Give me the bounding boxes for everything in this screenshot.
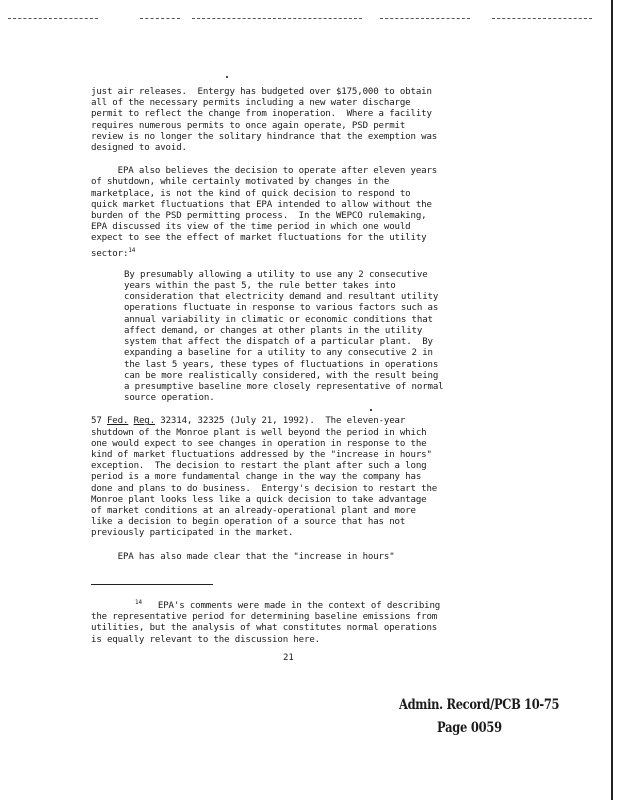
scan-artifact-line [8,18,98,20]
page-number: 21 [283,653,294,663]
quote-line: system that affect the dispatch of a particular plant. By [124,337,433,348]
text-line: shutdown of the Monroe plant is well beyond the period in which [91,427,427,438]
paragraph-market-fluctuations [91,166,496,260]
document-body [91,87,496,563]
citation-volume: 57 [91,416,102,427]
footnote-line [91,597,496,612]
text-fragment: sector: [91,248,129,259]
text-line: of market conditions at an already-operational plant and more [91,505,416,516]
footnote-reference: 14 [128,246,136,254]
citation-rest: 32314, 32325 (July 21, 1992). The eleven-year [160,416,406,427]
text-line: done and plans to do business. Entergy's decision to restart the [91,483,438,494]
text-line: EPA also believes the decision to operate after eleven years [91,166,438,177]
admin-record-stamp: Admin. Record/PCB 10-75 [399,697,560,713]
scan-artifact-line [380,18,470,20]
text-line: EPA has also made clear that the "increase in hours" [91,551,395,562]
text-line: kind of market fluctuations addressed by the "increase in hours" [91,449,432,460]
quote-line: a presumptive baseline more closely representative of normal [124,381,444,392]
quote-line: By presumably allowing a utility to use any 2 consecutive [124,269,428,280]
text-line: just air releases. Entergy has budgeted over $175,000 to obtain [91,87,432,97]
text-line: marketplace, is not the kind of quick decision to respond to [91,188,411,199]
scan-page-edge [611,0,613,800]
paragraph-entergy-permits [91,87,496,154]
footnote-marker: 14 [135,599,142,606]
text-line: permit to reflect the change from inoperation. Where a facility [91,109,432,120]
scan-speck [226,76,228,78]
quote-line: the last 5 years, these types of fluctuations in operations [124,359,439,370]
quote-line: operations fluctuate in response to various factors such as [124,303,439,314]
scan-artifact-line [140,18,180,20]
text-line: designed to avoid. [91,143,187,154]
text-line: review is no longer the solitary hindrance that the exemption was [91,131,438,142]
quote-line: years within the past 5, the rule better takes into [124,281,396,292]
footnote-line: utilities, but the analysis of what constitutes normal operations [91,623,438,634]
citation-line [91,416,496,427]
text-line: quick market fluctuations that EPA intended to allow without the [91,199,432,210]
text-line [91,245,496,260]
footnote-separator [91,584,213,585]
citation-reg: Reg. [133,416,155,427]
quote-line: expanding a baseline for a utility to any consecutive 2 in [124,348,433,359]
quote-line: consideration that electricity demand and resultant utility [124,292,439,303]
footnote-line: is equally relevant to the discussion here. [91,634,320,645]
text-line: period is a more fundamental change in the way the company has [91,472,422,483]
text-fragment: EPA's comments were made in the context of describing [141,601,441,612]
text-line: Monroe plant looks less like a quick decision to take advantage [91,494,427,505]
quote-line: affect demand, or changes at other plants in the utility [124,325,423,336]
scan-artifact-line [492,18,592,20]
footnote-line: the representative period for determining baseline emissions from [91,612,438,623]
scan-artifact-line [192,18,362,20]
footnote [91,597,496,646]
quote-line: source operation. [124,393,215,404]
text-line: burden of the PSD permitting process. In the WEPCO rulemaking, [91,211,427,222]
text-line: like a decision to begin operation of a source that has not [91,517,406,528]
text-line: exception. The decision to restart the plant after such a long [91,461,427,472]
text-line: one would expect to see changes in operation in response to the [91,438,427,449]
text-line: all of the necessary permits including a new water discharge [91,98,411,109]
quote-line: can be more realistically considered, with the result being [124,370,439,381]
block-quote [91,270,496,404]
text-line: EPA discussed its view of the time period in which one would [91,222,411,233]
text-line: of shutdown, while certainly motivated by changes in the [91,177,390,188]
paragraph-monroe-shutdown [91,416,496,539]
text-line: previously participated in the market. [91,528,294,539]
citation-fed: Fed. [106,416,129,427]
text-line: expect to see the effect of market fluctuations for the utility [91,233,427,244]
record-page-stamp: Page 0059 [437,720,502,736]
quote-line: annual variability in climatic or economic conditions that [124,314,433,325]
text-line: requires numerous permits to once again operate, PSD permit [91,120,406,131]
